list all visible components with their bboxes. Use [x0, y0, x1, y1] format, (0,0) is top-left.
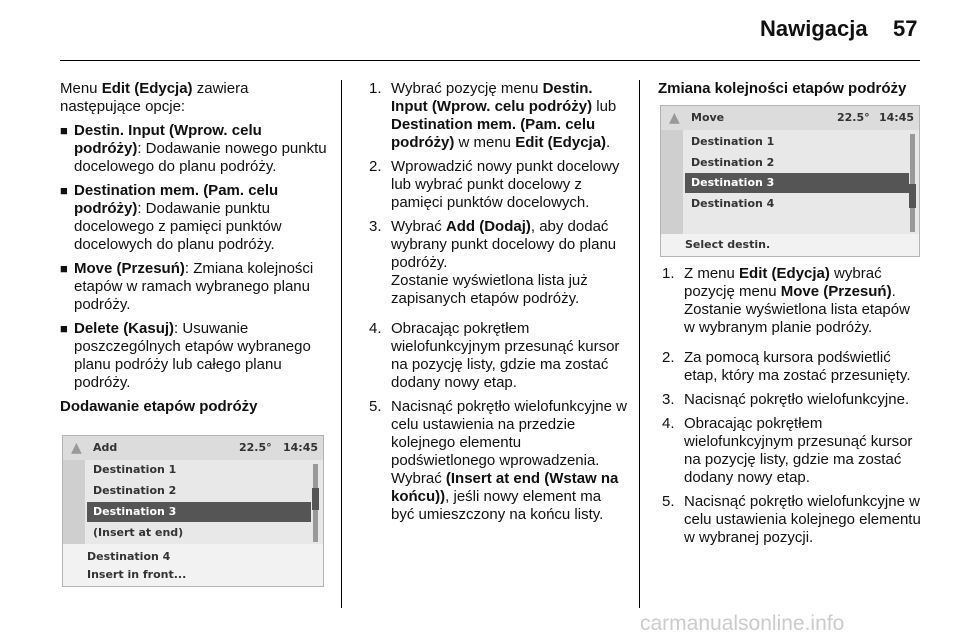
- column-divider-2: [639, 80, 640, 608]
- clock: 14:45: [283, 441, 319, 454]
- screen-header: [63, 436, 323, 460]
- list-item: 1. Z menu Edit (Edycja) wybrać pozycję menu Move (Przesuń). Zostanie wyświetlona lista etapów w wybranym planie podróży.: [662, 265, 910, 336]
- list-item: 2. Wprowadzić nowy punkt docelowy lub wybrać punkt docelowy z pamięci punktów docelowych.: [369, 158, 620, 211]
- page-number: 57: [893, 16, 918, 41]
- list-item: 3. Nacisnąć pokrętło wielofunkcyjne.: [662, 391, 910, 408]
- list-item: 5. Nacisnąć pokrętło wielofunkcyjne w celu ustawienia kolejnego elementu w wybranej pozycji.: [662, 493, 921, 546]
- column-2: [369, 80, 627, 536]
- footer-insert-in-front: Insert in front...: [87, 568, 187, 581]
- list-item: 1. Wybrać pozycję menu Destin. Input (Wprow. celu podróży) lub Destination mem. (Pam. celu podróży) w menu Edit (Edycja).: [369, 80, 617, 151]
- bullet-icon: ■: [60, 183, 68, 198]
- temperature: 22.5°: [239, 441, 272, 454]
- bullet-icon: ■: [60, 123, 68, 138]
- screen-left-margin: [63, 460, 85, 544]
- section-heading: Zmiana kolejności etapów podróży: [658, 80, 907, 97]
- bullet-icon: ■: [60, 261, 68, 276]
- list-item: 4. Obracając pokrętłem wielofunkcyjnym przesunąć kursor na pozycję listy, gdzie ma zostać dodany nowy etap.: [662, 415, 913, 486]
- screen-add: [62, 435, 324, 587]
- list-item-destination-3-selected[interactable]: Destination 3: [87, 502, 311, 522]
- section-heading: Dodawanie etapów podróży: [60, 398, 258, 415]
- screen-title: Add: [93, 441, 118, 454]
- screen-footer: [661, 234, 919, 256]
- temperature: 22.5°: [837, 111, 870, 124]
- screen-title: Move: [691, 111, 725, 124]
- header-rule: [60, 60, 920, 61]
- list-item: 2. Za pomocą kursora podświetlić etap, który ma zostać przesunięty.: [662, 349, 911, 384]
- list-item: 4. Obracając pokrętłem wielofunkcyjnym przesunąć kursor na pozycję listy, gdzie ma zostać dodany nowy etap.: [369, 320, 620, 391]
- screen-footer: [63, 544, 323, 586]
- list-item-destination-2[interactable]: Destination 2: [93, 484, 177, 497]
- list-item-destination-1[interactable]: Destination 1: [691, 135, 775, 148]
- footer-select-destination: Select destin.: [685, 238, 771, 251]
- logo-icon: ▲: [669, 110, 680, 126]
- list-item: ■ Destination mem. (Pam. celu podróży): Dodawanie punktu docelowego z pamięci punktów docelowych do planu podróży.: [60, 182, 282, 253]
- column-divider-1: [341, 80, 342, 608]
- list-item: 5. Nacisnąć pokrętło wielofunkcyjne w celu ustawienia na przedzie kolejnego elementu podświetlonego wprowadzenia. Wybrać (Insert at end (Wstaw na końcu)), jeśli nowy element ma być umieszczony na końcu listy.: [369, 398, 627, 523]
- column-3: [658, 80, 920, 104]
- screen-header: [661, 106, 919, 130]
- list-item-insert-at-end[interactable]: (Insert at end): [93, 526, 184, 539]
- list-item-destination-2[interactable]: Destination 2: [691, 156, 775, 169]
- bullet-icon: ■: [60, 321, 68, 336]
- column-3-steps: [662, 265, 924, 553]
- list-item: ■ Destin. Input (Wprow. celu podróży): Dodawanie nowego punktu docelowego do planu podróży.: [60, 122, 327, 175]
- screen-left-margin: [661, 130, 683, 234]
- intro-text: Menu Edit (Edycja) zawiera następujące opcje:: [60, 80, 249, 115]
- page-title: Nawigacja: [760, 16, 868, 41]
- scrollbar-thumb[interactable]: [909, 184, 916, 208]
- watermark: carmanualsonline.info: [640, 612, 845, 635]
- screen-move: [660, 105, 920, 257]
- list-item-destination-4[interactable]: Destination 4: [691, 197, 775, 210]
- clock: 14:45: [879, 111, 915, 124]
- list-item: ■ Delete (Kasuj): Usuwanie poszczególnych etapów wybranego planu podróży lub całego planu podróży.: [60, 320, 311, 391]
- list-item: ■ Move (Przesuń): Zmiana kolejności etapów w ramach wybranego planu podróży.: [60, 260, 314, 313]
- list-item: 3. Wybrać Add (Dodaj), aby dodać wybrany punkt docelowy do planu podróży. Zostanie wyświetlona lista już zapisanych etapów podróży.: [369, 218, 617, 307]
- footer-destination-4: Destination 4: [87, 550, 171, 563]
- list-item-destination-3-selected[interactable]: Destination 3: [685, 173, 909, 193]
- logo-icon: ▲: [71, 440, 82, 456]
- scrollbar[interactable]: [910, 134, 915, 232]
- scrollbar-thumb[interactable]: [312, 488, 319, 510]
- list-item-destination-1[interactable]: Destination 1: [93, 463, 177, 476]
- column-1: [60, 80, 328, 422]
